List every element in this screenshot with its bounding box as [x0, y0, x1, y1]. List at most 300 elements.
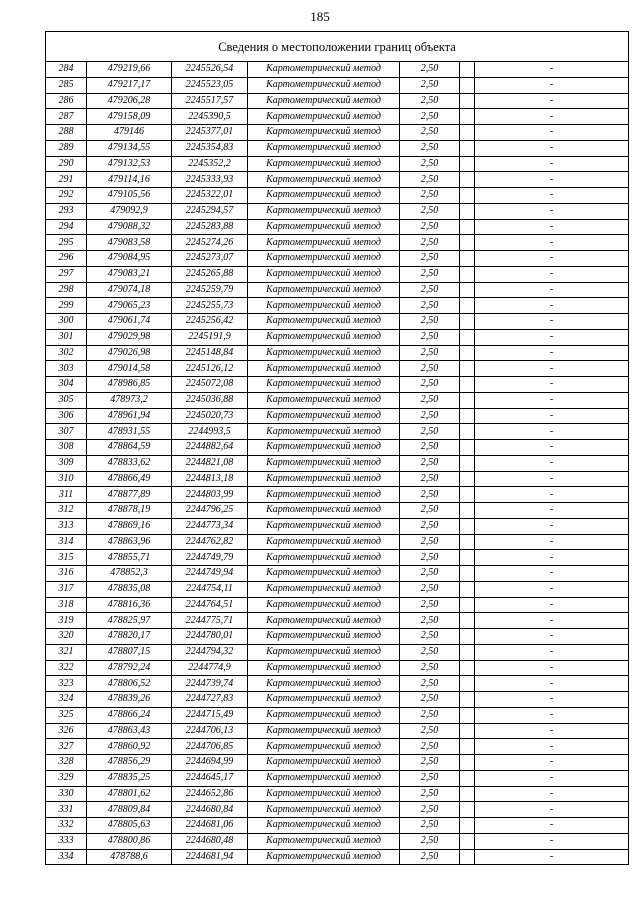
table-row	[46, 282, 629, 298]
description-cell: -	[475, 770, 629, 786]
y-coordinate-cell: 2244680,84	[172, 802, 248, 818]
table-row	[46, 644, 629, 660]
description-cell: -	[475, 644, 629, 660]
x-coordinate-cell: 479105,56	[87, 188, 172, 204]
x-coordinate-cell: 478806,52	[87, 676, 172, 692]
y-coordinate-cell: 2245352,2	[172, 156, 248, 172]
empty-cell	[460, 77, 475, 93]
empty-cell	[460, 282, 475, 298]
y-coordinate-cell: 2245274,26	[172, 235, 248, 251]
y-coordinate-cell: 2244764,51	[172, 597, 248, 613]
page-number: 185	[310, 9, 330, 24]
table-row	[46, 188, 629, 204]
y-coordinate-cell: 2244749,79	[172, 550, 248, 566]
description-cell: -	[475, 392, 629, 408]
empty-cell	[460, 723, 475, 739]
precision-cell: 2,50	[400, 692, 460, 708]
method-cell: Картометрический метод	[248, 818, 400, 834]
y-coordinate-cell: 2244706,85	[172, 739, 248, 755]
x-coordinate-cell: 479114,16	[87, 172, 172, 188]
description-cell: -	[475, 329, 629, 345]
method-cell: Картометрический метод	[248, 534, 400, 550]
y-coordinate-cell: 2245390,5	[172, 109, 248, 125]
table-row	[46, 739, 629, 755]
point-number-cell: 305	[46, 392, 87, 408]
description-cell: -	[475, 471, 629, 487]
point-number-cell: 308	[46, 440, 87, 456]
y-coordinate-cell: 2244993,5	[172, 424, 248, 440]
point-number-cell: 320	[46, 629, 87, 645]
table-row	[46, 251, 629, 267]
point-number-cell: 311	[46, 487, 87, 503]
y-coordinate-cell: 2245354,83	[172, 140, 248, 156]
table-row	[46, 676, 629, 692]
point-number-cell: 334	[46, 849, 87, 865]
description-cell: -	[475, 266, 629, 282]
point-number-cell: 295	[46, 235, 87, 251]
table-row	[46, 266, 629, 282]
point-number-cell: 312	[46, 503, 87, 519]
y-coordinate-cell: 2245333,93	[172, 172, 248, 188]
y-coordinate-cell: 2245259,79	[172, 282, 248, 298]
precision-cell: 2,50	[400, 818, 460, 834]
empty-cell	[460, 597, 475, 613]
point-number-cell: 297	[46, 266, 87, 282]
x-coordinate-cell: 478877,89	[87, 487, 172, 503]
empty-cell	[460, 140, 475, 156]
empty-cell	[460, 676, 475, 692]
table-title: Сведения о местоположении границ объекта	[46, 32, 629, 62]
table-row	[46, 849, 629, 865]
description-cell: -	[475, 219, 629, 235]
empty-cell	[460, 503, 475, 519]
precision-cell: 2,50	[400, 361, 460, 377]
precision-cell: 2,50	[400, 424, 460, 440]
empty-cell	[460, 518, 475, 534]
method-cell: Картометрический метод	[248, 723, 400, 739]
point-number-cell: 323	[46, 676, 87, 692]
y-coordinate-cell: 2244681,06	[172, 818, 248, 834]
point-number-cell: 299	[46, 298, 87, 314]
table-row	[46, 613, 629, 629]
point-number-cell: 292	[46, 188, 87, 204]
point-number-cell: 303	[46, 361, 87, 377]
table-row	[46, 518, 629, 534]
empty-cell	[460, 471, 475, 487]
x-coordinate-cell: 478869,16	[87, 518, 172, 534]
precision-cell: 2,50	[400, 298, 460, 314]
point-number-cell: 332	[46, 818, 87, 834]
empty-cell	[460, 329, 475, 345]
table-header-row	[46, 32, 629, 62]
empty-cell	[460, 802, 475, 818]
description-cell: -	[475, 833, 629, 849]
table-row	[46, 660, 629, 676]
y-coordinate-cell: 2244762,82	[172, 534, 248, 550]
description-cell: -	[475, 802, 629, 818]
table-row	[46, 440, 629, 456]
table-row	[46, 392, 629, 408]
description-cell: -	[475, 676, 629, 692]
y-coordinate-cell: 2245294,57	[172, 203, 248, 219]
x-coordinate-cell: 478801,62	[87, 786, 172, 802]
table-row	[46, 597, 629, 613]
method-cell: Картометрический метод	[248, 739, 400, 755]
y-coordinate-cell: 2245517,57	[172, 93, 248, 109]
method-cell: Картометрический метод	[248, 140, 400, 156]
description-cell: -	[475, 550, 629, 566]
empty-cell	[460, 172, 475, 188]
table-row	[46, 361, 629, 377]
method-cell: Картометрический метод	[248, 345, 400, 361]
method-cell: Картометрический метод	[248, 755, 400, 771]
precision-cell: 2,50	[400, 314, 460, 330]
point-number-cell: 298	[46, 282, 87, 298]
description-cell: -	[475, 440, 629, 456]
precision-cell: 2,50	[400, 408, 460, 424]
point-number-cell: 329	[46, 770, 87, 786]
point-number-cell: 286	[46, 93, 87, 109]
y-coordinate-cell: 2244882,64	[172, 440, 248, 456]
table-row	[46, 203, 629, 219]
x-coordinate-cell: 478825,97	[87, 613, 172, 629]
empty-cell	[460, 203, 475, 219]
point-number-cell: 318	[46, 597, 87, 613]
point-number-cell: 317	[46, 581, 87, 597]
table-row	[46, 77, 629, 93]
method-cell: Картометрический метод	[248, 109, 400, 125]
x-coordinate-cell: 478792,24	[87, 660, 172, 676]
y-coordinate-cell: 2244739,74	[172, 676, 248, 692]
table-row	[46, 550, 629, 566]
table-row	[46, 755, 629, 771]
x-coordinate-cell: 479217,17	[87, 77, 172, 93]
empty-cell	[460, 833, 475, 849]
method-cell: Картометрический метод	[248, 172, 400, 188]
description-cell: -	[475, 251, 629, 267]
point-number-cell: 330	[46, 786, 87, 802]
table-row	[46, 314, 629, 330]
precision-cell: 2,50	[400, 282, 460, 298]
method-cell: Картометрический метод	[248, 329, 400, 345]
method-cell: Картометрический метод	[248, 188, 400, 204]
method-cell: Картометрический метод	[248, 629, 400, 645]
method-cell: Картометрический метод	[248, 471, 400, 487]
x-coordinate-cell: 478973,2	[87, 392, 172, 408]
precision-cell: 2,50	[400, 707, 460, 723]
boundary-coordinates-table	[45, 31, 629, 865]
point-number-cell: 284	[46, 62, 87, 78]
precision-cell: 2,50	[400, 755, 460, 771]
point-number-cell: 285	[46, 77, 87, 93]
x-coordinate-cell: 478809,84	[87, 802, 172, 818]
precision-cell: 2,50	[400, 644, 460, 660]
method-cell: Картометрический метод	[248, 424, 400, 440]
method-cell: Картометрический метод	[248, 125, 400, 141]
table-row	[46, 377, 629, 393]
table-row	[46, 109, 629, 125]
table-row	[46, 707, 629, 723]
precision-cell: 2,50	[400, 786, 460, 802]
x-coordinate-cell: 478931,55	[87, 424, 172, 440]
table-row	[46, 770, 629, 786]
y-coordinate-cell: 2244680,48	[172, 833, 248, 849]
description-cell: -	[475, 235, 629, 251]
description-cell: -	[475, 723, 629, 739]
description-cell: -	[475, 93, 629, 109]
empty-cell	[460, 377, 475, 393]
empty-cell	[460, 739, 475, 755]
point-number-cell: 331	[46, 802, 87, 818]
point-number-cell: 310	[46, 471, 87, 487]
table-row	[46, 172, 629, 188]
point-number-cell: 316	[46, 566, 87, 582]
y-coordinate-cell: 2244794,32	[172, 644, 248, 660]
point-number-cell: 300	[46, 314, 87, 330]
method-cell: Картометрический метод	[248, 251, 400, 267]
x-coordinate-cell: 478878,19	[87, 503, 172, 519]
precision-cell: 2,50	[400, 392, 460, 408]
table-row	[46, 692, 629, 708]
y-coordinate-cell: 2245523,05	[172, 77, 248, 93]
empty-cell	[460, 298, 475, 314]
table-row	[46, 329, 629, 345]
table-row	[46, 140, 629, 156]
method-cell: Картометрический метод	[248, 660, 400, 676]
method-cell: Картометрический метод	[248, 692, 400, 708]
description-cell: -	[475, 140, 629, 156]
precision-cell: 2,50	[400, 849, 460, 865]
y-coordinate-cell: 2245273,07	[172, 251, 248, 267]
method-cell: Картометрический метод	[248, 314, 400, 330]
description-cell: -	[475, 203, 629, 219]
y-coordinate-cell: 2244706,13	[172, 723, 248, 739]
description-cell: -	[475, 156, 629, 172]
description-cell: -	[475, 487, 629, 503]
precision-cell: 2,50	[400, 770, 460, 786]
method-cell: Картометрический метод	[248, 62, 400, 78]
precision-cell: 2,50	[400, 550, 460, 566]
description-cell: -	[475, 597, 629, 613]
precision-cell: 2,50	[400, 629, 460, 645]
point-number-cell: 302	[46, 345, 87, 361]
table-row	[46, 534, 629, 550]
table-row	[46, 802, 629, 818]
empty-cell	[460, 109, 475, 125]
empty-cell	[460, 613, 475, 629]
table-row	[46, 408, 629, 424]
precision-cell: 2,50	[400, 455, 460, 471]
empty-cell	[460, 581, 475, 597]
table-row	[46, 298, 629, 314]
description-cell: -	[475, 629, 629, 645]
description-cell: -	[475, 172, 629, 188]
description-cell: -	[475, 62, 629, 78]
description-cell: -	[475, 424, 629, 440]
x-coordinate-cell: 478839,26	[87, 692, 172, 708]
x-coordinate-cell: 478860,92	[87, 739, 172, 755]
precision-cell: 2,50	[400, 156, 460, 172]
x-coordinate-cell: 479219,66	[87, 62, 172, 78]
x-coordinate-cell: 479132,53	[87, 156, 172, 172]
empty-cell	[460, 188, 475, 204]
description-cell: -	[475, 818, 629, 834]
method-cell: Картометрический метод	[248, 770, 400, 786]
x-coordinate-cell: 478833,62	[87, 455, 172, 471]
point-number-cell: 296	[46, 251, 87, 267]
description-cell: -	[475, 581, 629, 597]
method-cell: Картометрический метод	[248, 408, 400, 424]
x-coordinate-cell: 478788,6	[87, 849, 172, 865]
description-cell: -	[475, 755, 629, 771]
empty-cell	[460, 534, 475, 550]
x-coordinate-cell: 479158,09	[87, 109, 172, 125]
point-number-cell: 326	[46, 723, 87, 739]
empty-cell	[460, 392, 475, 408]
precision-cell: 2,50	[400, 802, 460, 818]
method-cell: Картометрический метод	[248, 392, 400, 408]
precision-cell: 2,50	[400, 77, 460, 93]
precision-cell: 2,50	[400, 723, 460, 739]
description-cell: -	[475, 188, 629, 204]
method-cell: Картометрический метод	[248, 802, 400, 818]
description-cell: -	[475, 849, 629, 865]
point-number-cell: 325	[46, 707, 87, 723]
point-number-cell: 301	[46, 329, 87, 345]
empty-cell	[460, 550, 475, 566]
y-coordinate-cell: 2245148,84	[172, 345, 248, 361]
table-row	[46, 629, 629, 645]
table-row	[46, 786, 629, 802]
table-row	[46, 471, 629, 487]
precision-cell: 2,50	[400, 566, 460, 582]
method-cell: Картометрический метод	[248, 219, 400, 235]
y-coordinate-cell: 2245072,08	[172, 377, 248, 393]
description-cell: -	[475, 345, 629, 361]
table-row	[46, 503, 629, 519]
empty-cell	[460, 786, 475, 802]
method-cell: Картометрический метод	[248, 550, 400, 566]
y-coordinate-cell: 2244796,25	[172, 503, 248, 519]
point-number-cell: 315	[46, 550, 87, 566]
method-cell: Картометрический метод	[248, 503, 400, 519]
x-coordinate-cell: 478856,29	[87, 755, 172, 771]
table-row	[46, 62, 629, 78]
point-number-cell: 288	[46, 125, 87, 141]
point-number-cell: 319	[46, 613, 87, 629]
empty-cell	[460, 660, 475, 676]
empty-cell	[460, 440, 475, 456]
method-cell: Картометрический метод	[248, 440, 400, 456]
point-number-cell: 287	[46, 109, 87, 125]
empty-cell	[460, 424, 475, 440]
precision-cell: 2,50	[400, 660, 460, 676]
y-coordinate-cell: 2244803,99	[172, 487, 248, 503]
table-row	[46, 125, 629, 141]
method-cell: Картометрический метод	[248, 455, 400, 471]
method-cell: Картометрический метод	[248, 282, 400, 298]
y-coordinate-cell: 2244749,94	[172, 566, 248, 582]
point-number-cell: 324	[46, 692, 87, 708]
x-coordinate-cell: 479134,55	[87, 140, 172, 156]
y-coordinate-cell: 2244694,99	[172, 755, 248, 771]
empty-cell	[460, 629, 475, 645]
point-number-cell: 289	[46, 140, 87, 156]
x-coordinate-cell: 478835,08	[87, 581, 172, 597]
table-row	[46, 235, 629, 251]
method-cell: Картометрический метод	[248, 566, 400, 582]
x-coordinate-cell: 478855,71	[87, 550, 172, 566]
table-row	[46, 424, 629, 440]
y-coordinate-cell: 2245036,88	[172, 392, 248, 408]
description-cell: -	[475, 534, 629, 550]
empty-cell	[460, 707, 475, 723]
y-coordinate-cell: 2244775,71	[172, 613, 248, 629]
point-number-cell: 309	[46, 455, 87, 471]
method-cell: Картометрический метод	[248, 377, 400, 393]
empty-cell	[460, 755, 475, 771]
precision-cell: 2,50	[400, 140, 460, 156]
method-cell: Картометрический метод	[248, 203, 400, 219]
empty-cell	[460, 487, 475, 503]
point-number-cell: 313	[46, 518, 87, 534]
x-coordinate-cell: 478820,17	[87, 629, 172, 645]
y-coordinate-cell: 2245255,73	[172, 298, 248, 314]
empty-cell	[460, 219, 475, 235]
point-number-cell: 333	[46, 833, 87, 849]
precision-cell: 2,50	[400, 739, 460, 755]
empty-cell	[460, 644, 475, 660]
precision-cell: 2,50	[400, 203, 460, 219]
empty-cell	[460, 125, 475, 141]
x-coordinate-cell: 479061,74	[87, 314, 172, 330]
x-coordinate-cell: 479074,18	[87, 282, 172, 298]
method-cell: Картометрический метод	[248, 518, 400, 534]
description-cell: -	[475, 125, 629, 141]
point-number-cell: 294	[46, 219, 87, 235]
table-row	[46, 487, 629, 503]
x-coordinate-cell: 479026,98	[87, 345, 172, 361]
empty-cell	[460, 361, 475, 377]
precision-cell: 2,50	[400, 235, 460, 251]
point-number-cell: 314	[46, 534, 87, 550]
description-cell: -	[475, 613, 629, 629]
method-cell: Картометрический метод	[248, 707, 400, 723]
description-cell: -	[475, 518, 629, 534]
point-number-cell: 322	[46, 660, 87, 676]
y-coordinate-cell: 2244645,17	[172, 770, 248, 786]
y-coordinate-cell: 2245377,01	[172, 125, 248, 141]
point-number-cell: 304	[46, 377, 87, 393]
empty-cell	[460, 345, 475, 361]
point-number-cell: 307	[46, 424, 87, 440]
precision-cell: 2,50	[400, 345, 460, 361]
empty-cell	[460, 314, 475, 330]
precision-cell: 2,50	[400, 251, 460, 267]
method-cell: Картометрический метод	[248, 156, 400, 172]
method-cell: Картометрический метод	[248, 235, 400, 251]
empty-cell	[460, 156, 475, 172]
precision-cell: 2,50	[400, 518, 460, 534]
method-cell: Картометрический метод	[248, 581, 400, 597]
precision-cell: 2,50	[400, 597, 460, 613]
y-coordinate-cell: 2245322,01	[172, 188, 248, 204]
point-number-cell: 291	[46, 172, 87, 188]
precision-cell: 2,50	[400, 93, 460, 109]
precision-cell: 2,50	[400, 503, 460, 519]
description-cell: -	[475, 566, 629, 582]
precision-cell: 2,50	[400, 188, 460, 204]
